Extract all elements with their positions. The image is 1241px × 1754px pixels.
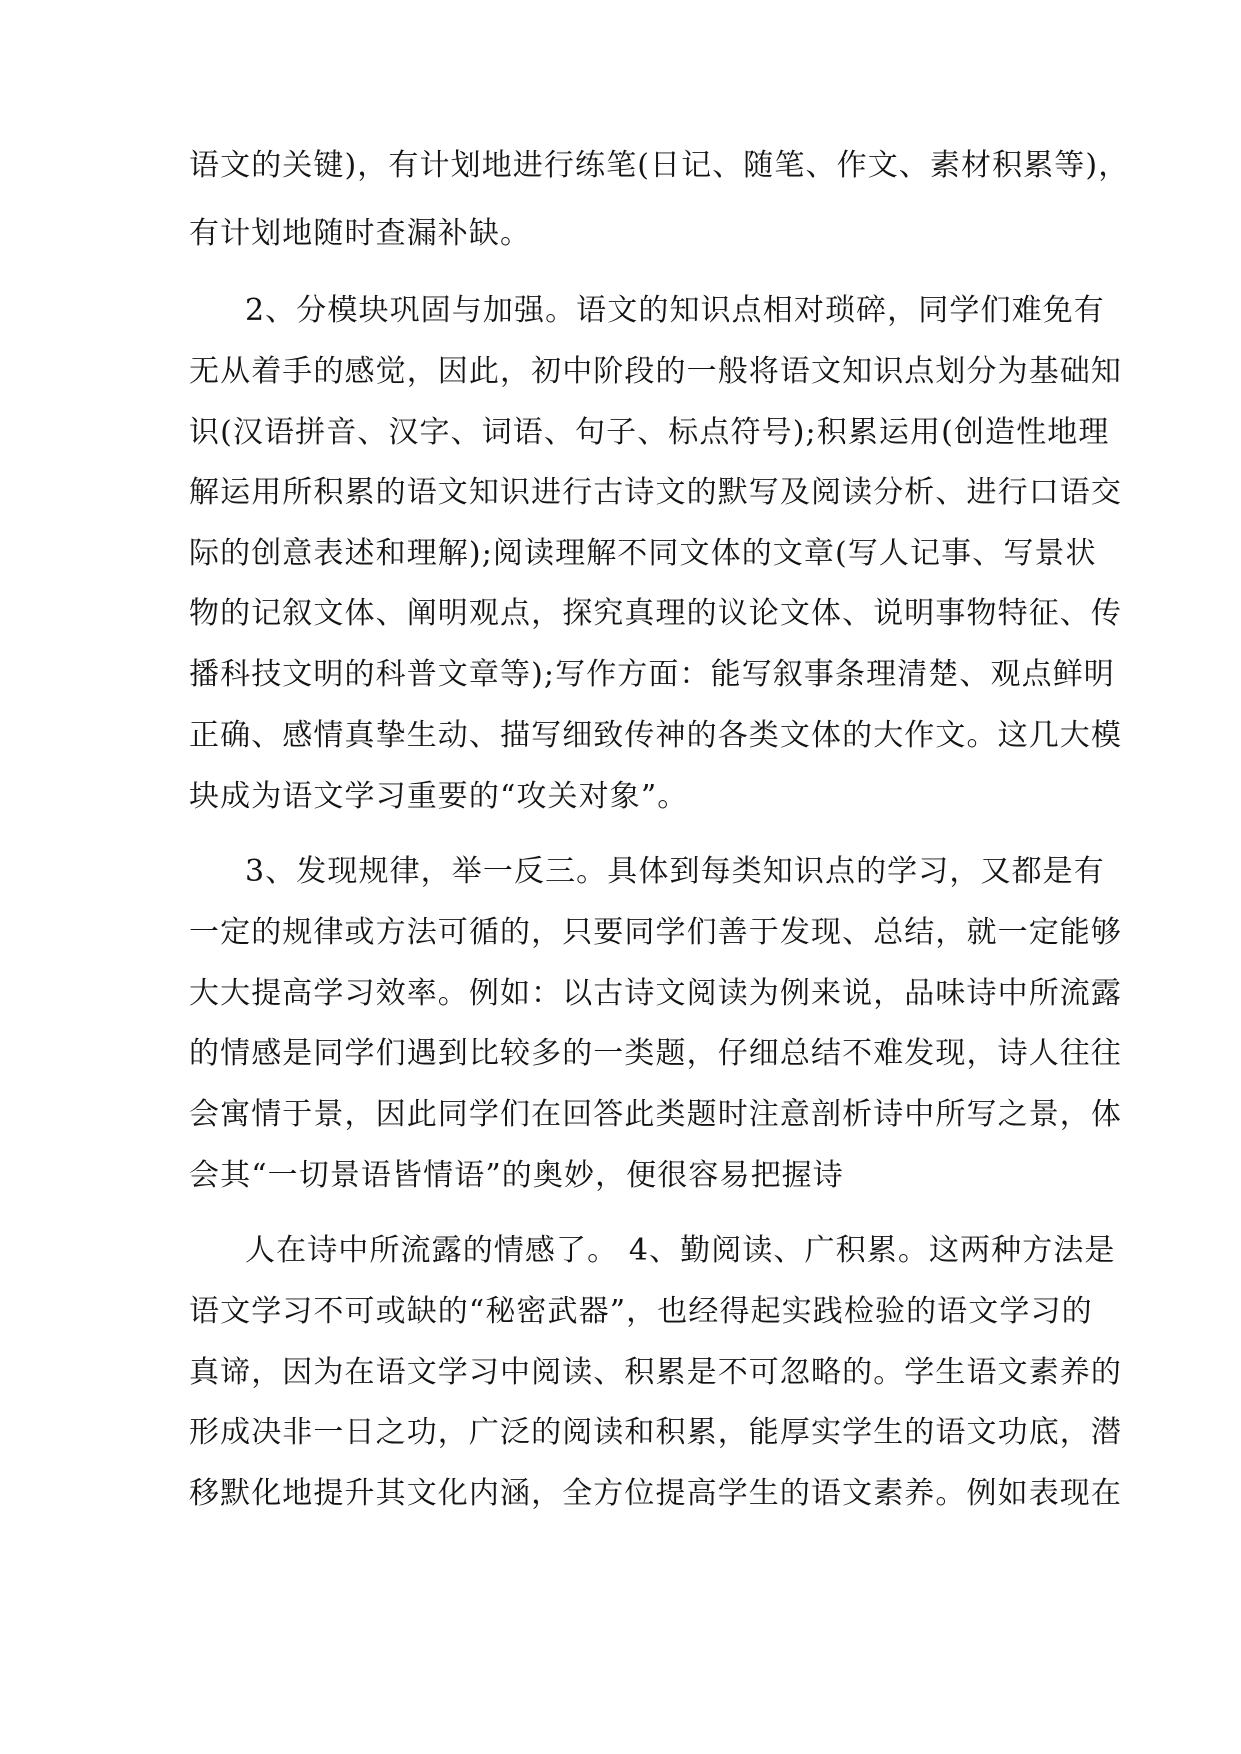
text-line: 播科技文明的科普文章等);写作方面：能写叙事条理清楚、观点鲜明 (189, 657, 1115, 692)
text-line: 正确、感情真挚生动、描写细致传神的各类文体的大作文。这几大模 (189, 718, 1122, 753)
text-line: 语文学习不可或缺的“秘密武器”，也经得起实践检验的语文学习的 (189, 1294, 1093, 1329)
text-line: 会寓情于景，因此同学们在回答此类题时注意剖析诗中所写之景，体 (189, 1097, 1122, 1132)
text-line: 际的创意表述和理解);阅读理解不同文体的文章(写人记事、写景状 (189, 536, 1097, 571)
text-line: 移默化地提升其文化内涵，全方位提高学生的语文素养。例如表现在 (189, 1476, 1122, 1511)
text-line: 语文的关键)，有计划地进行练笔(日记、随笔、作文、素材积累等)， (189, 148, 1130, 183)
text-line: 有计划地随时查漏补缺。 (189, 216, 532, 251)
paragraph-start-line: 2、分模块巩固与加强。语文的知识点相对琐碎，同学们难免有 (245, 293, 1105, 328)
text-line: 真谛，因为在语文学习中阅读、积累是不可忽略的。学生语文素养的 (189, 1355, 1122, 1390)
text-line: 无从着手的感觉，因此，初中阶段的一般将语文知识点划分为基础知 (189, 354, 1122, 389)
text-line: 块成为语文学习重要的“攻关对象”。 (189, 779, 689, 814)
paragraph-start-line: 3、发现规律，举一反三。具体到每类知识点的学习，又都是有 (245, 854, 1105, 889)
text-line: 大大提高学习效率。例如：以古诗文阅读为例来说，品味诗中所流露 (189, 976, 1122, 1011)
text-line: 一定的规律或方法可循的，只要同学们善于发现、总结，就一定能够 (189, 915, 1122, 950)
text-line: 识(汉语拼音、汉字、词语、句子、标点符号);积累运用(创造性地理 (189, 415, 1110, 450)
paragraph-start-line: 人在诗中所流露的情感了。 4、勤阅读、广积累。这两种方法是 (245, 1233, 1116, 1268)
text-line: 的情感是同学们遇到比较多的一类题，仔细总结不难发现，诗人往往 (189, 1036, 1122, 1071)
text-line: 会其“一切景语皆情语”的奥妙，便很容易把握诗 (189, 1158, 844, 1193)
text-line: 解运用所积累的语文知识进行古诗文的默写及阅读分析、进行口语交 (189, 475, 1122, 510)
text-line: 形成决非一日之功，广泛的阅读和积累，能厚实学生的语文功底，潜 (189, 1415, 1122, 1450)
text-line: 物的记叙文体、阐明观点，探究真理的议论文体、说明事物特征、传 (189, 596, 1122, 631)
